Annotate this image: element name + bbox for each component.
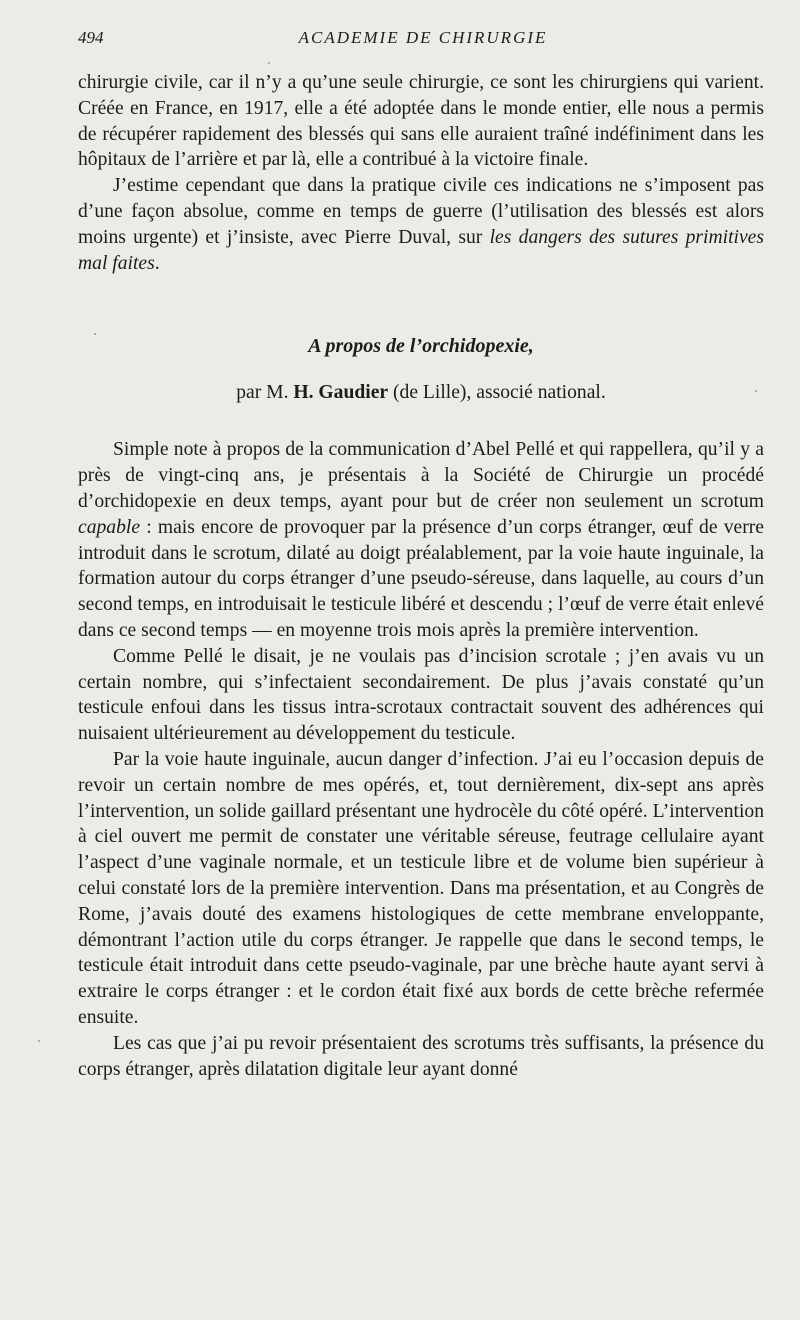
article-paragraph-1-text: Simple note à propos de la communication d’Abel Pellé et qui rappellera, qu’il y a près de vingt-cinq ans, je présentais à la Société de Chirurgie un procédé d’orchidopexie en deux temps, ayant pour but de créer non seulement un scrotum xyxy=(78,439,764,512)
article-paragraph-1-end: : mais encore de provoquer par la présence d’un corps étranger, œuf de verre introduit dans le scrotum, dilaté au doigt préalablement, par la voie haute inguinale, la formation autour du corps étranger d’une pseudo-séreuse, dans laquelle, au cours d’un second temps, en introduisait le testicule libéré et descendu ; l’œuf de verre était enlevé dans ce second temps — en moyenne trois mois après la première intervention. xyxy=(78,516,764,641)
article-paragraph-1-italic: capable xyxy=(78,516,141,538)
byline-author: H. Gaudier xyxy=(293,382,389,404)
article-paragraph-2: Comme Pellé le disait, je ne voulais pas d’incision scrotale ; j’en avais vu un certain nombre, qui s’infectaient secondairement. De plus j’avais constaté qu’un testicule enfoui dans les tissus intra-scrotaux contractait souvent des adhérences qui nuisaient ultérieurement au développement du testicule. xyxy=(78,645,764,745)
page-header xyxy=(78,28,768,54)
paragraph-conclusion-end: . xyxy=(154,252,160,274)
article-paragraph-1 xyxy=(78,437,764,643)
article-paragraph-4: Les cas que j’ai pu revoir présentaient des scrotums très suffisants, la présence du corps étranger, après dilatation digitale leur ayant donné xyxy=(78,1032,764,1080)
byline-par: par M. xyxy=(236,382,294,404)
byline-rest: (de Lille), associé national. xyxy=(388,382,606,404)
continued-paragraph: chirurgie civile, car il n’y a qu’une seule chirurgie, ce sont les chirurgiens qui varient. Créée en France, en 1917, elle a été adoptée dans le monde entier, elle nous a permis de récupérer rapidement des blessés qui sans elle auraient traîné indéfiniment dans les hôpitaux de l’arrière et par là, elle a contribué à la victoire finale. xyxy=(78,72,764,171)
paragraph-conclusion xyxy=(78,173,764,276)
paragraph-conclusion-italic: les dangers des sutures primitives mal faites xyxy=(78,226,764,274)
article-paragraph-3: Par la voie haute inguinale, aucun danger d’infection. J’ai eu l’occasion depuis de revoir un certain nombre de mes opérés, et, tout dernièrement, dix-sept ans après l’intervention, un solide gaillard présentant une hydrocèle du côté opéré. L’intervention à ciel ouvert me permit de constater une véritable séreuse, feutrage cellulaire ayant l’aspect d’une vaginale normale, et un testicule libre et de volume bien supérieur à celui constaté lors de la première intervention. Dans ma présentation, et au Congrès de Rome, j’avais douté des examens histologiques de cette membrane enveloppante, démontrant l’action utile du corps étranger. Je rappelle que dans le second temps, le testicule était introduit dans cette pseudo-vaginale, par une brèche haute ayant servi à extraire le corps étranger : et le cordon était fixé aux bords de cette brèche refermée ensuite. xyxy=(78,748,764,1028)
paper-speck xyxy=(268,62,270,64)
page-number: 494 xyxy=(78,28,104,47)
paper-speck xyxy=(755,390,757,392)
running-head: ACADEMIE DE CHIRURGIE xyxy=(298,28,548,47)
byline xyxy=(78,380,764,406)
paragraph-conclusion-text: J’estime cependant que dans la pratique civile ces indications ne s’imposent pas d’une façon absolue, comme en temps de guerre (l’utilisation des blessés est alors moins urgente) et j’insiste, avec Pierre Duval, sur xyxy=(78,175,764,248)
paper-speck xyxy=(94,333,96,335)
paper-speck xyxy=(38,1040,40,1042)
section-title: A propos de l’orchidopexie, xyxy=(308,335,534,358)
page-body xyxy=(78,70,764,1082)
